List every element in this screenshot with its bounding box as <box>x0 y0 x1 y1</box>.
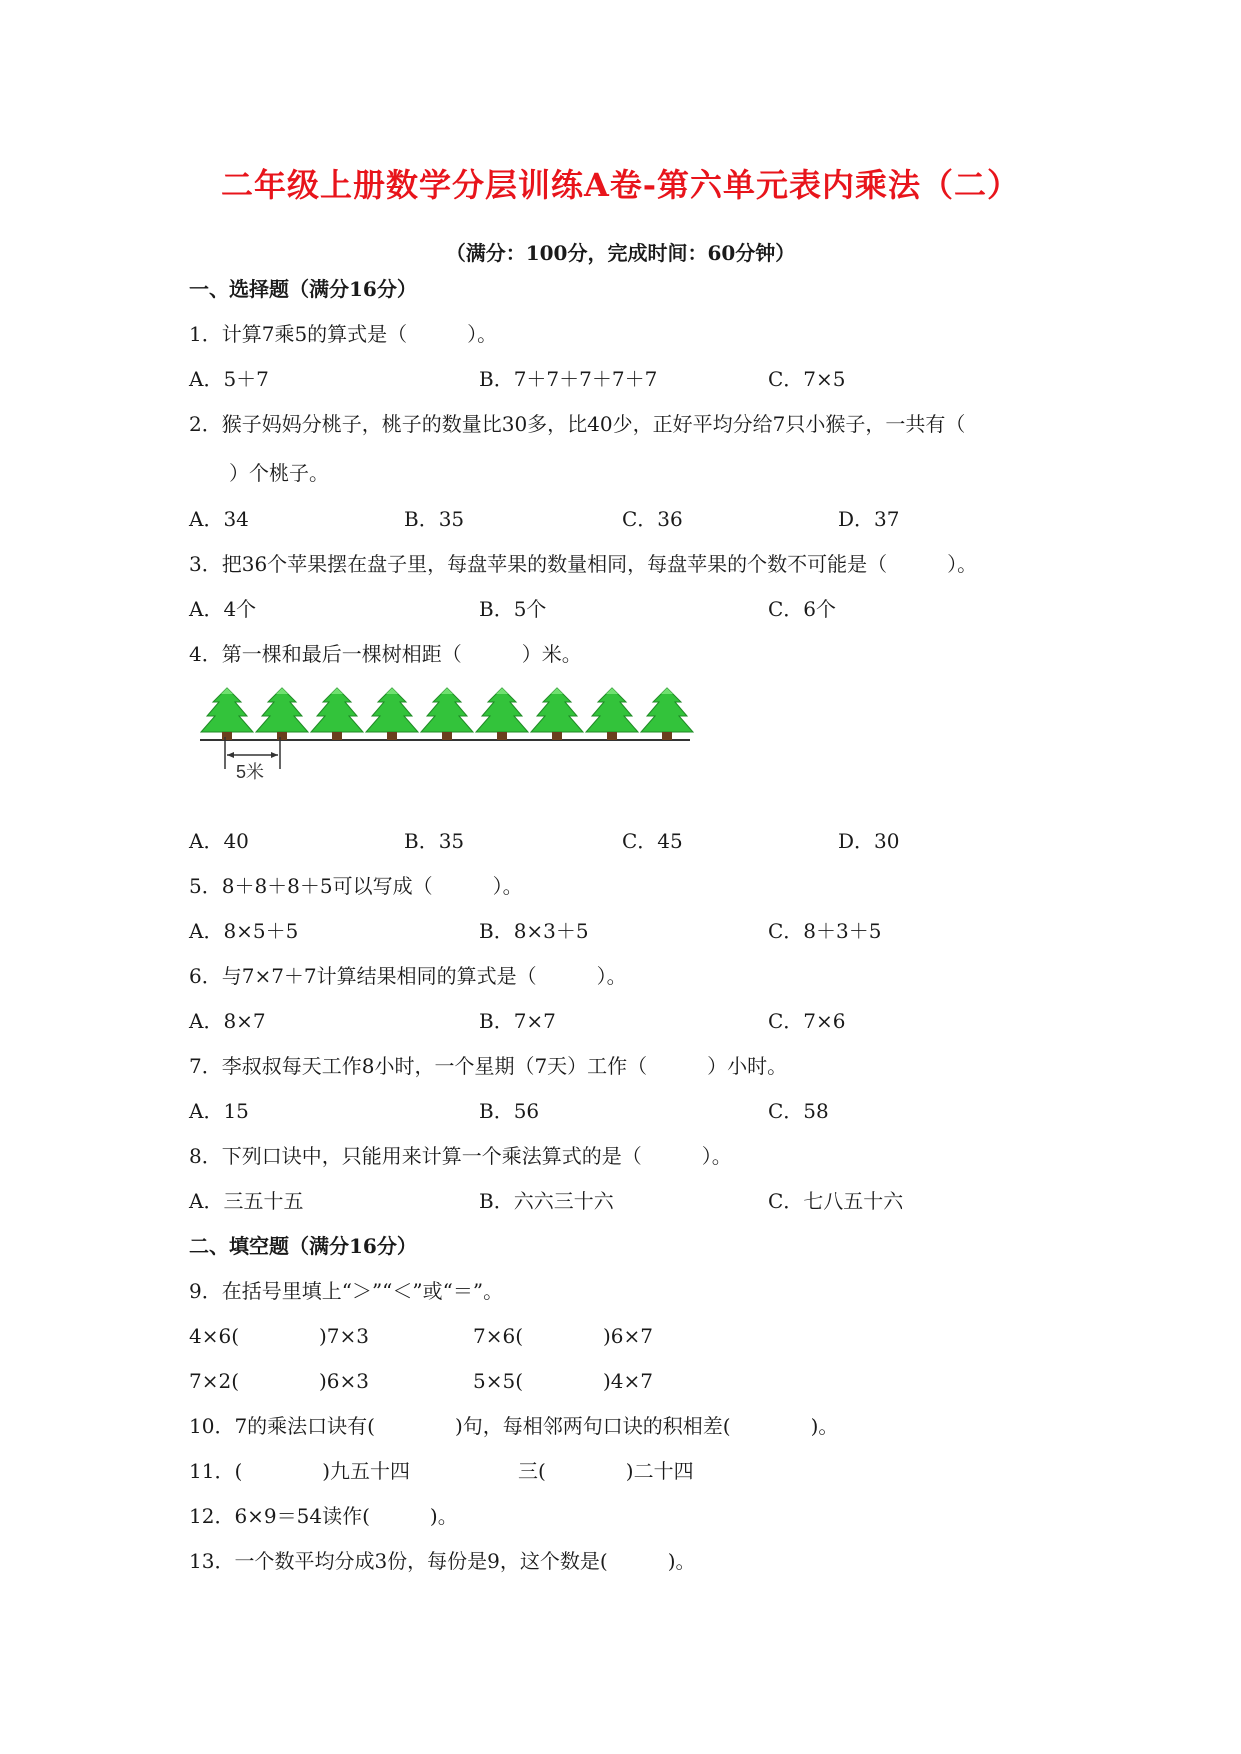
q4-option-c: C．45 <box>622 829 683 853</box>
q9-expression-2: 7×6( )6×7 <box>473 1324 654 1348</box>
q9-expression-1: 4×6( )7×3 <box>189 1324 370 1348</box>
q2-option-c: C．36 <box>622 507 683 531</box>
page-subtitle: （满分：100分，完成时间：60分钟） <box>445 241 796 265</box>
q8-option-a: A．三五十五 <box>189 1189 304 1213</box>
q2-option-d: D．37 <box>838 507 900 531</box>
tree-icon <box>201 688 253 740</box>
question-12: 12．6×9＝54读作( )。 <box>189 1504 458 1528</box>
question-11-a: 11．( )九五十四 <box>189 1459 411 1483</box>
question-2-continued: ）个桃子。 <box>189 461 329 485</box>
tree-icon <box>311 688 363 740</box>
q4-option-d: D．30 <box>838 829 900 853</box>
q6-option-c: C．7×6 <box>768 1009 846 1033</box>
tree-icon <box>421 688 473 740</box>
q4-option-a: A．40 <box>189 829 249 853</box>
q2-option-a: A．34 <box>189 507 249 531</box>
q1-option-b: B．7＋7＋7＋7＋7 <box>479 367 658 391</box>
q8-option-b: B．六六三十六 <box>479 1189 614 1213</box>
question-2: 2．猴子妈妈分桃子，桃子的数量比30多，比40少，正好平均分给7只小猴子，一共有（ <box>189 412 966 436</box>
tree-icon <box>641 688 693 740</box>
tree-icon <box>531 688 583 740</box>
q6-option-b: B．7×7 <box>479 1009 556 1033</box>
question-9: 9．在括号里填上“＞”“＜”或“＝”。 <box>189 1279 504 1303</box>
question-8: 8．下列口诀中，只能用来计算一个乘法算式的是（ ）。 <box>189 1144 732 1168</box>
q6-option-a: A．8×7 <box>189 1009 266 1033</box>
q5-option-c: C．8＋3＋5 <box>768 919 882 943</box>
q7-option-c: C．58 <box>768 1099 829 1123</box>
q4-option-b: B．35 <box>404 829 465 853</box>
question-3: 3．把36个苹果摆在盘子里，每盘苹果的数量相同，每盘苹果的个数不可能是（ ）。 <box>189 552 978 576</box>
q5-option-b: B．8×3＋5 <box>479 919 589 943</box>
q7-option-a: A．15 <box>189 1099 249 1123</box>
question-1: 1．计算7乘5的算式是（ ）。 <box>189 322 498 346</box>
q7-option-b: B．56 <box>479 1099 540 1123</box>
section-heading-choice: 一、选择题（满分16分） <box>189 277 417 301</box>
q3-option-b: B．5个 <box>479 597 547 621</box>
distance-label: 5米 <box>236 762 265 780</box>
q8-option-c: C．七八五十六 <box>768 1189 904 1213</box>
question-6: 6．与7×7＋7计算结果相同的算式是（ ）。 <box>189 964 627 988</box>
question-13: 13．一个数平均分成3份，每份是9，这个数是( )。 <box>189 1549 696 1573</box>
question-5: 5．8＋8＋8＋5可以写成（ ）。 <box>189 874 523 898</box>
q2-option-b: B．35 <box>404 507 465 531</box>
question-11-b: 三( )二十四 <box>518 1459 694 1483</box>
q3-option-c: C．6个 <box>768 597 837 621</box>
q5-option-a: A．8×5＋5 <box>189 919 299 943</box>
q1-option-c: C．7×5 <box>768 367 846 391</box>
question-4: 4．第一棵和最后一棵树相距（ ）米。 <box>189 642 582 666</box>
tree-row-figure <box>196 665 696 780</box>
question-7: 7．李叔叔每天工作8小时，一个星期（7天）工作（ ）小时。 <box>189 1054 788 1078</box>
q3-option-a: A．4个 <box>189 597 257 621</box>
page-title: 二年级上册数学分层训练A卷-第六单元表内乘法（二） <box>220 166 1021 204</box>
tree-icon <box>586 688 638 740</box>
q9-expression-3: 7×2( )6×3 <box>189 1369 370 1393</box>
section-heading-fill: 二、填空题（满分16分） <box>189 1234 417 1258</box>
tree-icon <box>476 688 528 740</box>
tree-icon <box>256 688 308 740</box>
q9-expression-4: 5×5( )4×7 <box>473 1369 654 1393</box>
tree-row-diagram <box>196 665 696 780</box>
q1-option-a: A．5＋7 <box>189 367 269 391</box>
tree-icon <box>366 688 418 740</box>
question-10: 10．7的乘法口诀有( )句，每相邻两句口诀的积相差( )。 <box>189 1414 839 1438</box>
